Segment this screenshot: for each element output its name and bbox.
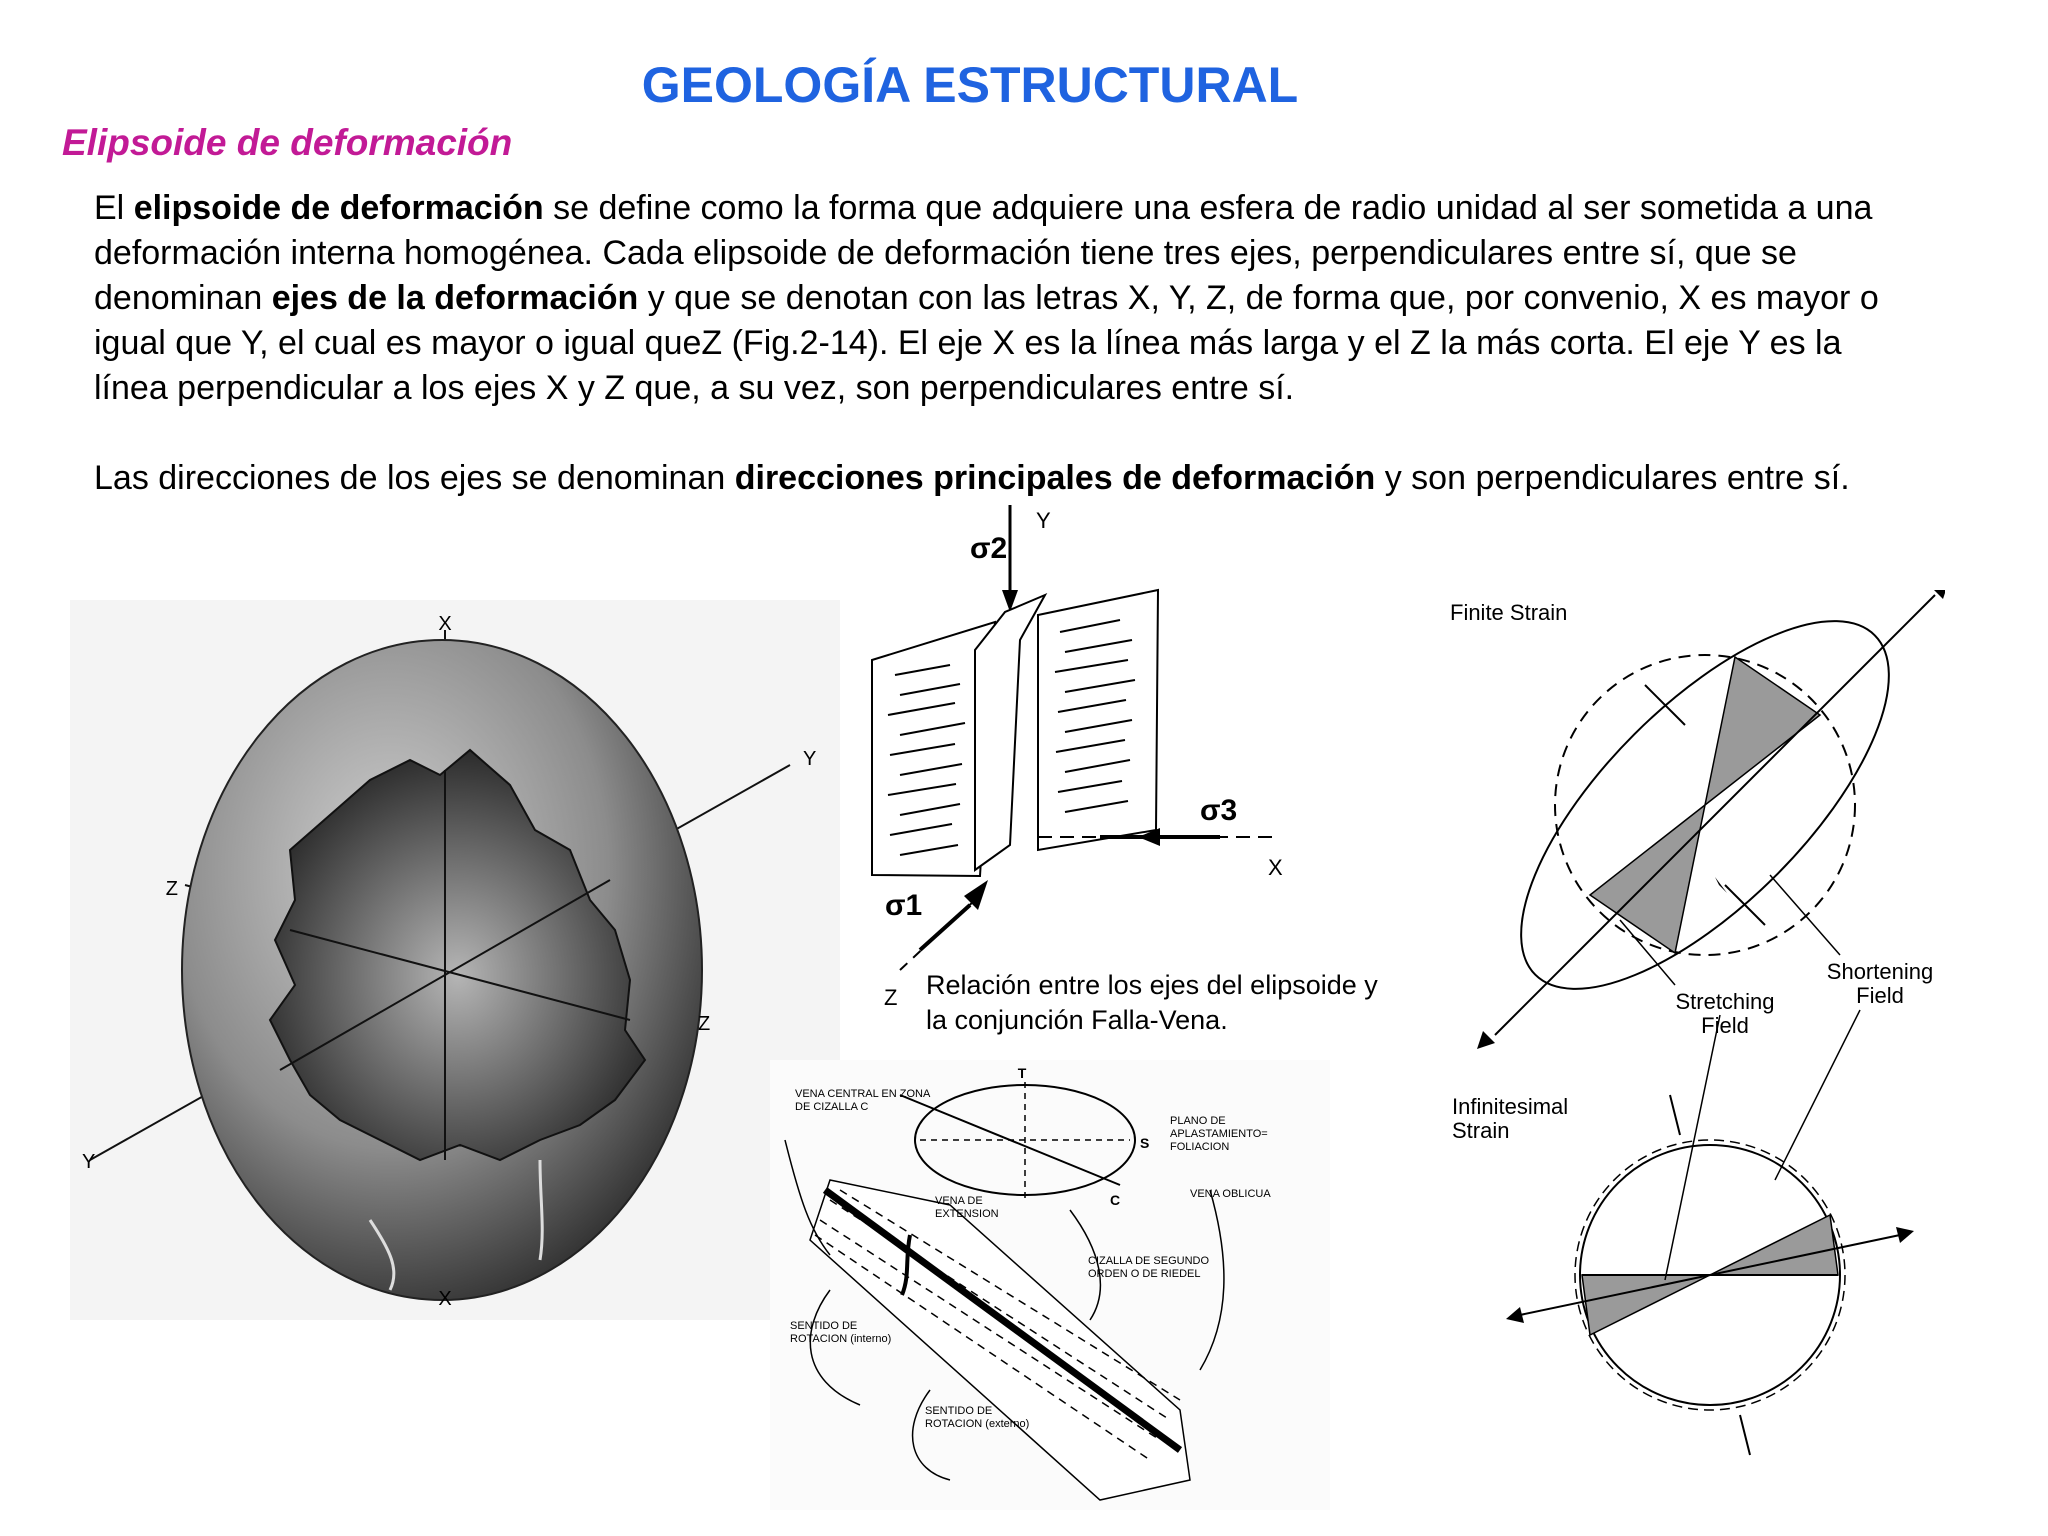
fault-vein-figure (860, 500, 1300, 1020)
figure-caption: Relación entre los ejes del elipsoide y la conjunción Falla-Vena. (926, 970, 1378, 1035)
sigma3-label: σ3 (1200, 794, 1238, 827)
shear-label-sentido-externo: SENTIDO DE ROTACION (externo) (925, 1405, 1030, 1430)
paragraph-directions: Las direcciones de los ejes se denominan direcciones principales de deformación y son perpendiculares entre sí. (94, 459, 1850, 497)
axis-label-z-left: Z (165, 878, 178, 900)
shear-label-cizalla: CIZALLA DE SEGUNDO ORDEN O DE RIEDEL (1088, 1255, 1210, 1280)
ellipsoid-figure (70, 600, 840, 1320)
axis-label-x-top: X (438, 613, 452, 635)
strain-figure (1440, 590, 1945, 1480)
shortening-field-label: Shortening Field (1826, 960, 1934, 1008)
axis-label-x-bottom: X (438, 1288, 452, 1310)
axis-label-y-left: Y (82, 1151, 96, 1173)
shear-label-plano: PLANO DE APLASTAMIENTO= FOLIACION (1170, 1115, 1268, 1153)
infinitesimal-strain-label: Infinitesimal Strain (1452, 1095, 1569, 1143)
shear-label-vena-extension: VENA DE EXTENSION (935, 1195, 999, 1220)
shear-label-vena-central: VENA CENTRAL EN ZONA DE CIZALLA C (795, 1088, 930, 1113)
sigma1-label: σ1 (885, 889, 923, 922)
axis-label-z-right: Z (698, 1013, 711, 1035)
shear-label-s: S (1140, 1135, 1150, 1151)
axis-x-label: X (1268, 855, 1283, 880)
shear-label-sentido-interno: SENTIDO DE ROTACION (interno) (790, 1320, 892, 1345)
shear-label-c: C (1110, 1192, 1121, 1208)
sigma2-label: σ2 (970, 532, 1008, 565)
shear-label-vena-oblicua: VENA OBLICUA (1190, 1188, 1271, 1200)
page-title: GEOLOGÍA ESTRUCTURAL (641, 57, 1299, 113)
paragraph-definition: El elipsoide de deformación se define como la forma que adquiere una esfera de radio unidad al ser sometida a una deformación interna homogénea. Cada elipsoide de deformación tiene tres ejes, perpendiculares entre sí, que se denominan ejes de la deformación y que se denotan con las letras X, Y, Z, de forma que, por convenio, X es mayor o igual que Y, el cual es mayor o igual queZ (Fig.2-14). El eje X es la línea más larga y el Z la más corta. El eje Y es la línea perpendicular a los ejes X y Z que, a su vez, son perpendiculares entre sí. (94, 189, 1879, 407)
axis-y-label: Y (1036, 508, 1051, 533)
axis-label-y-right: Y (803, 748, 817, 770)
axis-z-label: Z (884, 985, 898, 1010)
shear-label-t: T (1017, 1065, 1027, 1081)
finite-strain-label: Finite Strain (1450, 600, 1568, 625)
section-subtitle: Elipsoide de deformación (62, 122, 513, 163)
shear-zone-figure (770, 1060, 1330, 1510)
stretching-field-label: Stretching Field (1675, 990, 1775, 1038)
